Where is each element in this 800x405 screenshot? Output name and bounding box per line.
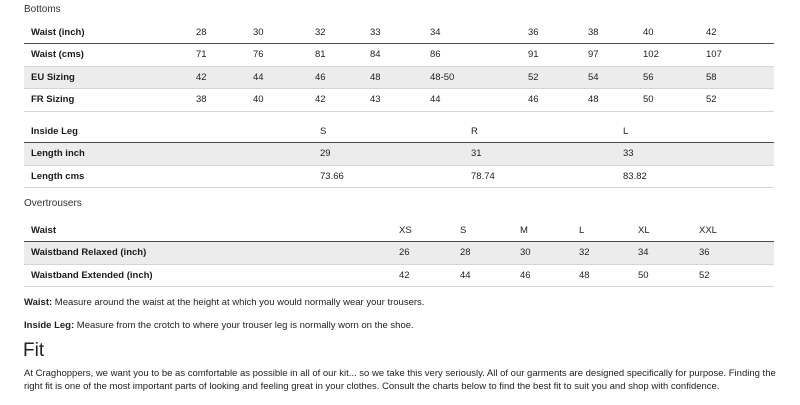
table-cell: S (320, 120, 471, 143)
table-cell: 48 (579, 264, 638, 287)
table-cell: 78.74 (471, 165, 623, 188)
table-cell: 73.66 (320, 165, 471, 188)
table-cell: 34 (430, 21, 528, 44)
table-cell: R (471, 120, 623, 143)
table-cell: 46 (528, 89, 588, 112)
table-cell: 86 (430, 44, 528, 67)
table-cell: 38 (588, 21, 643, 44)
fit-heading: Fit (23, 340, 45, 361)
table-cell: 46 (315, 66, 370, 89)
table-cell: 56 (643, 66, 706, 89)
table-cell: S (460, 219, 520, 242)
table-row (24, 143, 774, 166)
table-row (24, 219, 774, 242)
table-cell: XXL (699, 219, 774, 242)
table-cell: 28 (460, 242, 520, 265)
row-label: Length cms (24, 165, 320, 188)
table-cell: 97 (588, 44, 643, 67)
table-row (24, 242, 774, 265)
table-cell: 42 (706, 21, 774, 44)
table-row (24, 264, 774, 287)
table-cell: XS (399, 219, 460, 242)
table-cell: 102 (643, 44, 706, 67)
table-row (24, 66, 774, 89)
table-cell: 43 (370, 89, 430, 112)
inside-leg-note-label: Inside Leg: (24, 320, 75, 331)
overtrousers-size-table (24, 219, 774, 287)
table-cell: 48 (588, 89, 643, 112)
row-label: Waist (inch) (24, 21, 196, 44)
table-row (24, 165, 774, 188)
fit-description: At Craghoppers, we want you to be as comfortable as possible in all of our kit... so we take this very seriously. All of our garments are designed specifically for purpose. Finding the right fit is one of the most important parts of looking and feeling great in your clothes. Consult the charts below to find the best fit to suit you and shop with confidence. (24, 368, 776, 392)
row-label: Waist (cms) (24, 44, 196, 67)
inside-leg-table (24, 120, 774, 188)
table-cell: 38 (196, 89, 253, 112)
row-label: FR Sizing (24, 89, 196, 112)
table-cell: 32 (579, 242, 638, 265)
table-cell: 42 (399, 264, 460, 287)
table-cell: L (579, 219, 638, 242)
table-cell: 54 (588, 66, 643, 89)
waist-note-text: Measure around the waist at the height at which you would normally wear your trousers. (52, 297, 425, 308)
overtrousers-section-title: Overtrousers (24, 198, 82, 209)
table-cell: 76 (253, 44, 315, 67)
table-cell: 44 (430, 89, 528, 112)
table-row (24, 44, 774, 67)
table-cell: 33 (623, 143, 774, 166)
table-cell: 28 (196, 21, 253, 44)
inside-leg-note-text: Measure from the crotch to where your trouser leg is normally worn on the shoe. (74, 320, 414, 331)
table-cell: 34 (638, 242, 699, 265)
table-cell: 107 (706, 44, 774, 67)
table-cell: 42 (315, 89, 370, 112)
table-cell: 30 (520, 242, 579, 265)
table-cell: 42 (196, 66, 253, 89)
table-cell: 40 (253, 89, 315, 112)
waist-measure-note (24, 297, 424, 308)
table-cell: 46 (520, 264, 579, 287)
table-cell: 26 (399, 242, 460, 265)
table-cell: 50 (638, 264, 699, 287)
table-cell: 48 (370, 66, 430, 89)
row-label: Waistband Extended (inch) (24, 264, 399, 287)
table-row (24, 21, 774, 44)
table-cell: 32 (315, 21, 370, 44)
table-cell: 36 (528, 21, 588, 44)
row-label: Length inch (24, 143, 320, 166)
waist-note-label: Waist: (24, 297, 53, 308)
table-cell: L (623, 120, 774, 143)
table-cell: 31 (471, 143, 623, 166)
table-cell: 71 (196, 44, 253, 67)
row-label: Waistband Relaxed (inch) (24, 242, 399, 265)
table-cell: M (520, 219, 579, 242)
table-cell: 52 (706, 89, 774, 112)
row-label: Waist (24, 219, 399, 242)
table-cell: 58 (706, 66, 774, 89)
table-cell: 44 (460, 264, 520, 287)
inside-leg-measure-note (24, 320, 414, 331)
table-cell: 36 (699, 242, 774, 265)
table-cell: 40 (643, 21, 706, 44)
table-cell: 84 (370, 44, 430, 67)
row-label: Inside Leg (24, 120, 320, 143)
table-cell: 44 (253, 66, 315, 89)
bottoms-size-table (24, 21, 774, 112)
table-row (24, 120, 774, 143)
table-cell: 81 (315, 44, 370, 67)
bottoms-section-title: Bottoms (24, 4, 61, 15)
table-cell: 52 (699, 264, 774, 287)
row-label: EU Sizing (24, 66, 196, 89)
table-cell: 48-50 (430, 66, 528, 89)
table-row (24, 89, 774, 112)
table-cell: XL (638, 219, 699, 242)
table-cell: 83.82 (623, 165, 774, 188)
table-cell: 91 (528, 44, 588, 67)
table-cell: 30 (253, 21, 315, 44)
table-cell: 50 (643, 89, 706, 112)
table-cell: 29 (320, 143, 471, 166)
table-cell: 52 (528, 66, 588, 89)
table-cell: 33 (370, 21, 430, 44)
